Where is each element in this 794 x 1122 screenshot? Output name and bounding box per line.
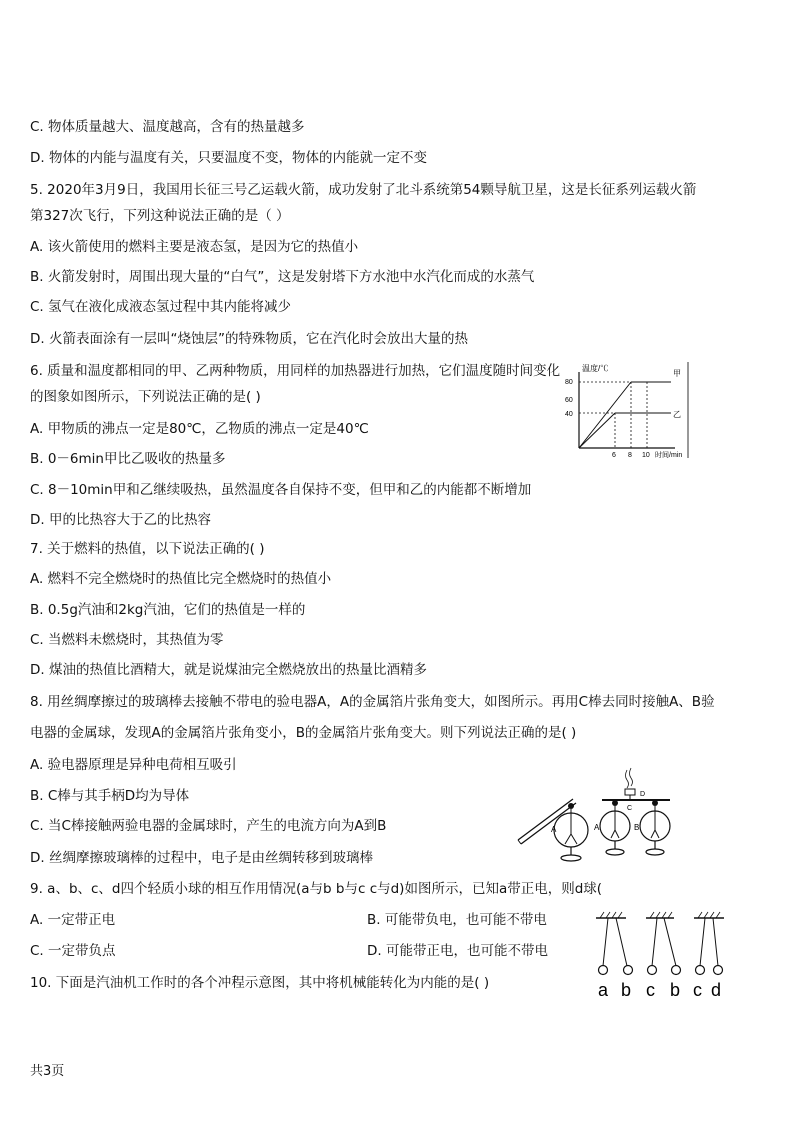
option-8c: C. 当C棒接触两验电器的金属球时，产生的电流方向为A到B: [30, 818, 387, 834]
option-5d: D. 火箭表面涂有一层叫“烧蚀层”的特殊物质，它在汽化时会放出大量的热: [30, 331, 468, 347]
hanging-balls-figure: [590, 908, 740, 1003]
option-5b: B. 火箭发射时，周围出现大量的“白气”，这是发射塔下方水池中水汽化而成的水蒸气: [30, 269, 535, 285]
option-6d: D. 物体的内能与温度有关，只要温度不变，物体的内能就一定不变: [30, 150, 427, 166]
question-8: 8. 用丝绸摩擦过的玻璃棒去接触不带电的验电器A，A的金属箔片张角变大，如图所示。再用C棒去同时接触A、B验: [30, 694, 715, 710]
question-5-cont: 第327次飞行，下列这种说法正确的是（ ）: [30, 208, 290, 224]
graph-xtick-6: 6: [612, 452, 616, 459]
graph-label-jia: 甲: [673, 369, 681, 378]
question-9: 9. a、b、c、d四个轻质小球的相互作用情况(a与b b与c c与d)如图所示，已知a带正电，则d球(: [30, 881, 603, 897]
ball-label-c1: c: [646, 980, 655, 1000]
graph-label-yi: 乙: [673, 410, 681, 419]
question-7: 7. 关于燃料的热值，以下说法正确的( ): [30, 541, 265, 557]
option-5a: A. 该火箭使用的燃料主要是液态氢，是因为它的热值小: [30, 239, 359, 255]
option-9c: C. 一定带负点: [30, 943, 116, 959]
graph-ylabel: 温度/℃: [582, 364, 609, 373]
option-6c2: C. 8－10min甲和乙继续吸热，虽然温度各自保持不变，但甲和乙的内能都不断增加: [30, 482, 532, 498]
option-6a: A. 甲物质的沸点一定是80℃，乙物质的沸点一定是40℃: [30, 421, 369, 437]
graph-ytick-60: 60: [565, 397, 573, 404]
label-B-electroscope: B: [634, 823, 640, 832]
temperature-time-graph: [555, 360, 700, 460]
option-7d: D. 煤油的热值比酒精大，就是说煤油完全燃烧放出的热量比酒精多: [30, 662, 427, 678]
ball-label-d: d: [711, 980, 722, 1000]
graph-xtick-8: 8: [628, 452, 632, 459]
question-6: 6. 质量和温度都相同的甲、乙两种物质，用同样的加热器进行加热，它们温度随时间变化: [30, 363, 561, 379]
option-5c: C. 氢气在液化成液态氢过程中其内能将减少: [30, 299, 292, 315]
label-A-electroscope: A: [594, 823, 600, 832]
question-10: 10. 下面是汽油机工作时的各个冲程示意图，其中将机械能转化为内能的是( ): [30, 975, 490, 991]
option-7b: B. 0.5g汽油和2kg汽油，它们的热值是一样的: [30, 602, 306, 618]
option-8a: A. 验电器原理是异种电荷相互吸引: [30, 757, 237, 773]
graph-ytick-40: 40: [565, 411, 573, 418]
option-6b: B. 0－6min甲比乙吸收的热量多: [30, 451, 226, 467]
question-5: 5. 2020年3月9日，我国用长征三号乙运载火箭，成功发射了北斗系统第54颗导航卫星，这是长征系列运载火箭: [30, 182, 697, 198]
ball-label-b2: b: [670, 980, 681, 1000]
ball-label-b1: b: [621, 980, 632, 1000]
page-count-footer: 共3页: [30, 1064, 65, 1079]
option-7c: C. 当燃料未燃烧时，其热值为零: [30, 632, 224, 648]
option-6d2: D. 甲的比热容大于乙的比热容: [30, 512, 211, 528]
option-9d: D. 可能带正电，也可能不带电: [367, 943, 548, 959]
option-8b: B. C棒与其手柄D均为导体: [30, 788, 190, 804]
option-6c: C. 物体质量越大、温度越高，含有的热量越多: [30, 119, 305, 135]
electroscope-figure: [515, 762, 685, 867]
option-9b: B. 可能带负电，也可能不带电: [367, 912, 547, 928]
question-6-cont: 的图象如图所示，下列说法正确的是( ): [30, 389, 261, 405]
option-9a: A. 一定带正电: [30, 912, 116, 928]
option-8d: D. 丝绸摩擦玻璃棒的过程中，电子是由丝绸转移到玻璃棒: [30, 850, 373, 866]
label-C-rod: C: [627, 805, 633, 812]
graph-xlabel: 时间/min: [655, 452, 683, 459]
label-D-handle: D: [640, 791, 646, 798]
ball-label-c2: c: [693, 980, 702, 1000]
option-7a: A. 燃料不完全燃烧时的热值比完全燃烧时的热值小: [30, 571, 332, 587]
label-A-rod: A: [551, 825, 557, 834]
graph-xtick-10: 10: [642, 452, 650, 459]
question-8-cont: 电器的金属球，发现A的金属箔片张角变小，B的金属箔片张角变大。则下列说法正确的是( ): [30, 725, 577, 741]
graph-ytick-80: 80: [565, 379, 573, 386]
ball-label-a: a: [598, 980, 609, 1000]
